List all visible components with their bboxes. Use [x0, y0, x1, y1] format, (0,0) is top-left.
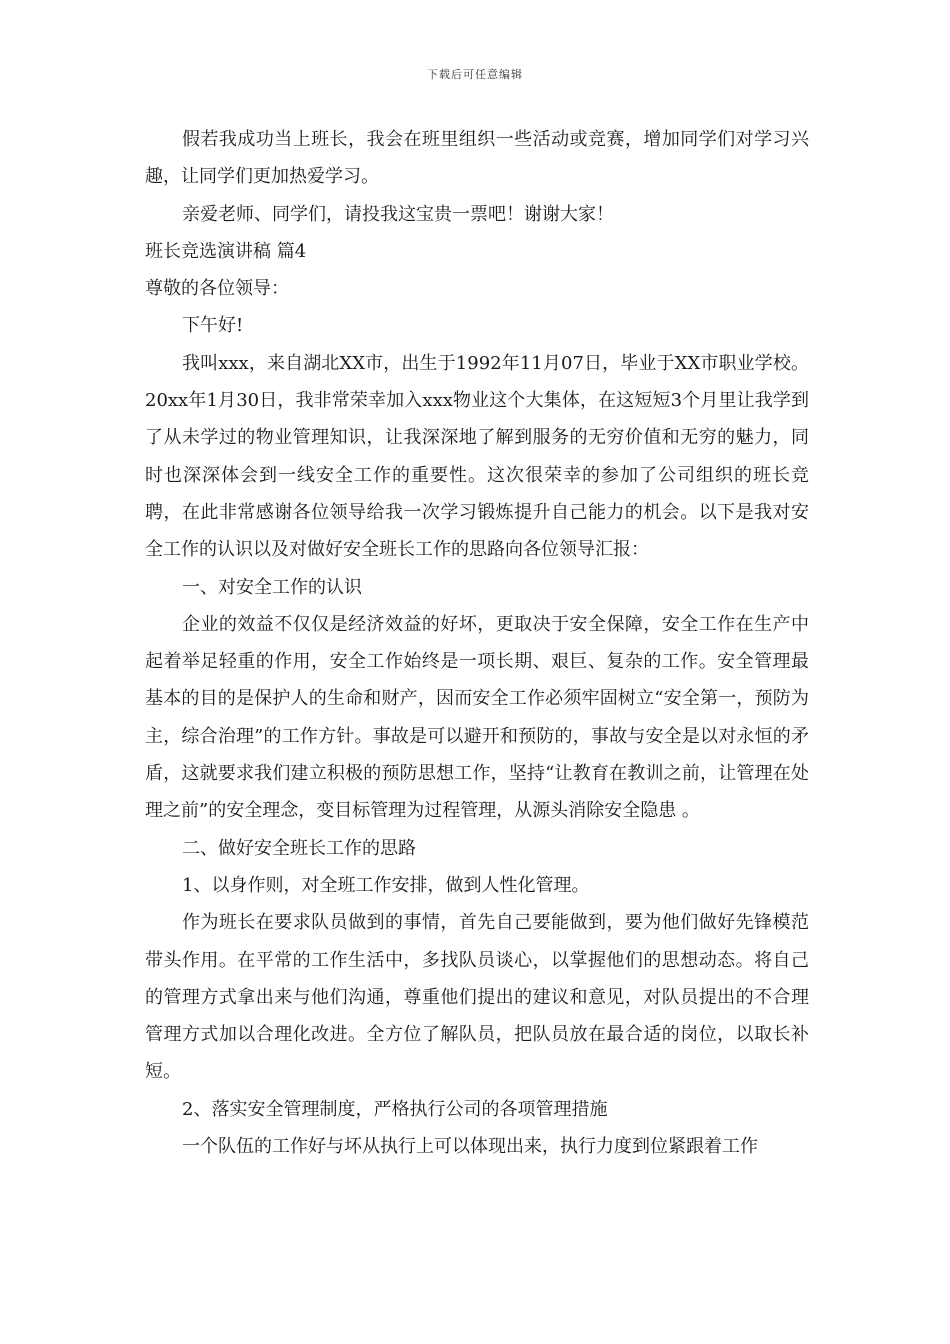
heading-safety-understanding: 一、对安全工作的认识 [182, 576, 362, 598]
paragraph-introduction: 我叫xxx，来自湖北XX市，出生于1992年11月07日，毕业于XX市职业学校。20xx年1月30日，我非常荣幸加入xxx物业这个大集体，在这短短3个月里让我学到了从未学过的物业管理知识，让我深深地了解到服务的无穷价值和无穷的魅力，同时也深深体会到一线安全工作的重要性。这次很荣幸的参加了公司组织的班长竞聘，在此非常感谢各位领导给我一次学习锻炼提升自己能力的机会。以下是我对安全工作的认识以及对做好安全班长工作的思路向各位领导汇报： [145, 352, 809, 561]
page-header: 下载后可任意编辑 [427, 68, 523, 81]
heading-work-approach: 二、做好安全班长工作的思路 [182, 837, 416, 859]
paragraph-vote-request: 亲爱老师、同学们，请投我这宝贵一票吧！谢谢大家！ [182, 203, 614, 225]
document-body [145, 121, 809, 1165]
paragraph-lead-by-example: 作为班长在要求队员做到的事情，首先自己要能做到，要为他们做好先锋模范带头作用。在平常的工作生活中，多找队员谈心，以掌握他们的思想动态。将自己的管理方式拿出来与他们沟通，尊重他们提出的建议和意见，对队员提出的不合理管理方式加以合理化改进。全方位了解队员，把队员放在最合适的岗位，以取长补短。 [145, 912, 809, 1083]
subheading-lead-by-example: 1、以身作则，对全班工作安排，做到人性化管理。 [182, 874, 590, 896]
paragraph-campaign-promise: 假若我成功当上班长，我会在班里组织一些活动或竞赛，增加同学们对学习兴趣，让同学们更加热爱学习。 [145, 129, 809, 188]
paragraph-safety-understanding: 企业的效益不仅仅是经济效益的好坏，更取决于安全保障，安全工作在生产中起着举足轻重的作用，安全工作始终是一项长期、艰巨、复杂的工作。安全管理最基本的目的是保护人的生命和财产，因而安全工作必须牢固树立“安全第一，预防为主，综合治理”的工作方针。事故是可以避开和预防的，事故与安全是以对永恒的矛盾，这就要求我们建立积极的预防思想工作，坚持“让教育在教训之前，让管理在处理之前”的安全理念，变目标管理为过程管理，从源头消除安全隐患 。 [145, 613, 809, 822]
salutation: 尊敬的各位领导： [145, 278, 289, 300]
section-title: 班长竞选演讲稿 篇4 [145, 240, 307, 262]
paragraph-execution: 一个队伍的工作好与坏从执行上可以体现出来，执行力度到位紧跟着工作 [182, 1136, 758, 1158]
greeting: 下午好! [182, 315, 244, 337]
subheading-safety-system: 2、落实安全管理制度，严格执行公司的各项管理措施 [182, 1098, 608, 1120]
